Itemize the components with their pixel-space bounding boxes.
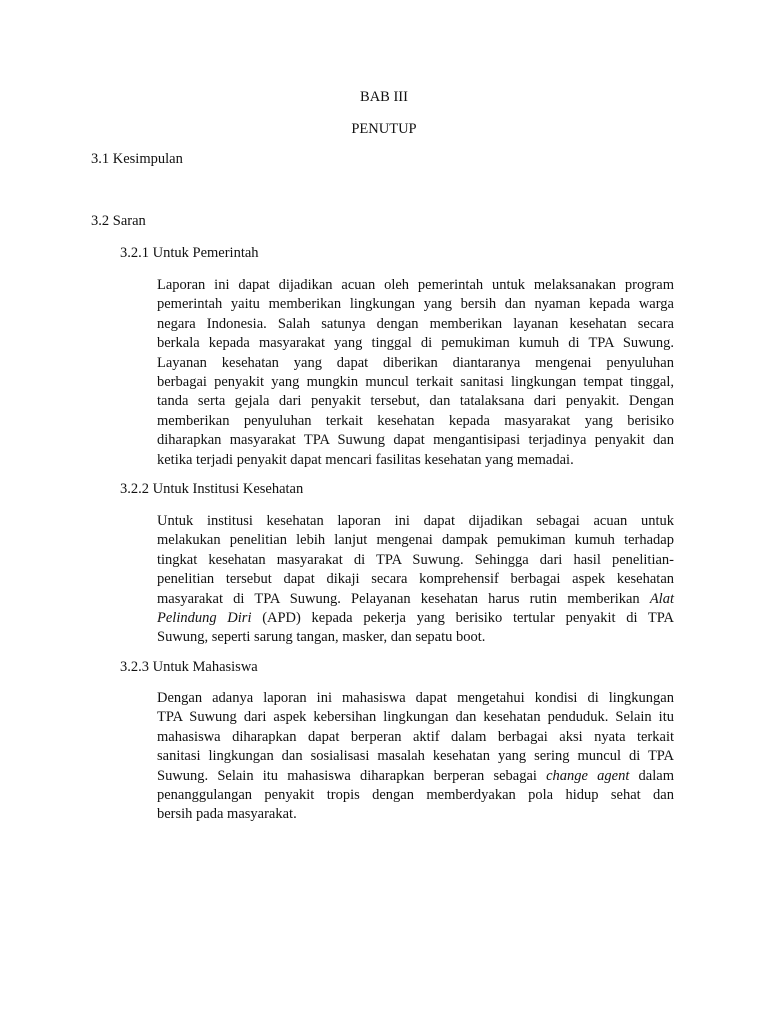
paragraph-mahasiswa xyxy=(157,689,674,825)
chapter-number: BAB III xyxy=(360,89,408,105)
subsection-heading-mahasiswa: 3.2.3 Untuk Mahasiswa xyxy=(120,659,258,675)
text-line: bersih pada masyarakat. xyxy=(157,806,297,823)
text-line: mahasiswa diharapkan dapat berperan aktif dalam berbagai aksi nyata terkait xyxy=(157,728,674,745)
subsection-heading-institusi-kesehatan: 3.2.2 Untuk Institusi Kesehatan xyxy=(120,481,304,497)
text-line: Layanan kesehatan yang dapat diberikan diantaranya mengenai penyuluhan xyxy=(157,354,674,371)
subsection-heading-pemerintah: 3.2.1 Untuk Pemerintah xyxy=(120,245,259,261)
text-line: penanggulangan penyakit tropis dengan memberdyakan pola hidup sehat dan xyxy=(157,786,674,803)
paragraph-pemerintah xyxy=(157,276,674,470)
text-line: diharapkan masyarakat TPA Suwung dapat mengantisipasi terjadinya penyakit dan xyxy=(157,432,674,449)
text-line xyxy=(157,590,674,609)
text-line xyxy=(157,767,674,786)
chapter-title: PENUTUP xyxy=(351,121,417,137)
section-heading-kesimpulan: 3.1 Kesimpulan xyxy=(91,151,183,167)
text-line: Dengan adanya laporan ini mahasiswa dapat mengetahui kondisi di lingkungan xyxy=(157,690,674,706)
text-run: dalam xyxy=(629,767,674,784)
text-line: berkala kepada masyarakat yang tinggal di pemukiman kumuh di TPA Suwung. xyxy=(157,335,674,352)
text-line: tanda serta gejala dari penyakit tersebut, dan tatalaksana dari penyakit. Dengan xyxy=(157,393,674,410)
text-line: pemerintah yaitu memberikan lingkungan yang bersih dan nyaman kepada warga xyxy=(157,296,674,313)
text-line: ketika terjadi penyakit dapat mencari fasilitas kesehatan yang memadai. xyxy=(157,451,574,468)
text-line: negara Indonesia. Salah satunya dengan memberikan layanan kesehatan secara xyxy=(157,315,674,332)
text-line: TPA Suwung dari aspek kebersihan lingkungan dan kesehatan penduduk. Selain itu xyxy=(157,709,674,726)
text-run: (APD) kepada pekerja yang berisiko tertular penyakit di TPA xyxy=(251,609,674,626)
text-line: Laporan ini dapat dijadikan acuan oleh pemerintah untuk melaksanakan program xyxy=(157,277,674,293)
italic-term: Alat xyxy=(649,590,674,607)
paragraph-institusi-kesehatan xyxy=(157,512,674,648)
text-line: Untuk institusi kesehatan laporan ini dapat dijadikan sebagai acuan untuk xyxy=(157,513,674,529)
text-line xyxy=(157,609,674,628)
text-line: berbagai penyakit yang mungkin muncul terkait sanitasi lingkungan tempat tinggal, xyxy=(157,373,674,390)
text-line: Suwung, seperti sarung tangan, masker, dan sepatu boot. xyxy=(157,629,486,646)
text-run: masyarakat di TPA Suwung. Pelayanan kesehatan harus rutin memberikan xyxy=(157,590,650,607)
text-line: tingkat kesehatan masyarakat di TPA Suwung. Sehingga dari hasil penelitian- xyxy=(157,551,674,568)
text-run: Suwung. Selain itu mahasiswa diharapkan berperan sebagai xyxy=(157,767,547,784)
italic-term: change agent xyxy=(546,767,630,784)
text-line: sanitasi lingkungan dan sosialisasi masalah kesehatan yang sering muncul di TPA xyxy=(157,748,674,765)
text-line: melakukan penelitian lebih lanjut mengenai dampak pemukiman kumuh terhadap xyxy=(157,532,674,549)
italic-term: Pelindung Diri xyxy=(157,609,252,626)
section-heading-saran: 3.2 Saran xyxy=(91,213,146,229)
text-line: penelitian tersebut dapat dikaji secara komprehensif berbagai aspek kesehatan xyxy=(157,571,674,588)
text-line: memberikan penyuluhan terkait kesehatan kepada masyarakat yang berisiko xyxy=(157,412,674,429)
